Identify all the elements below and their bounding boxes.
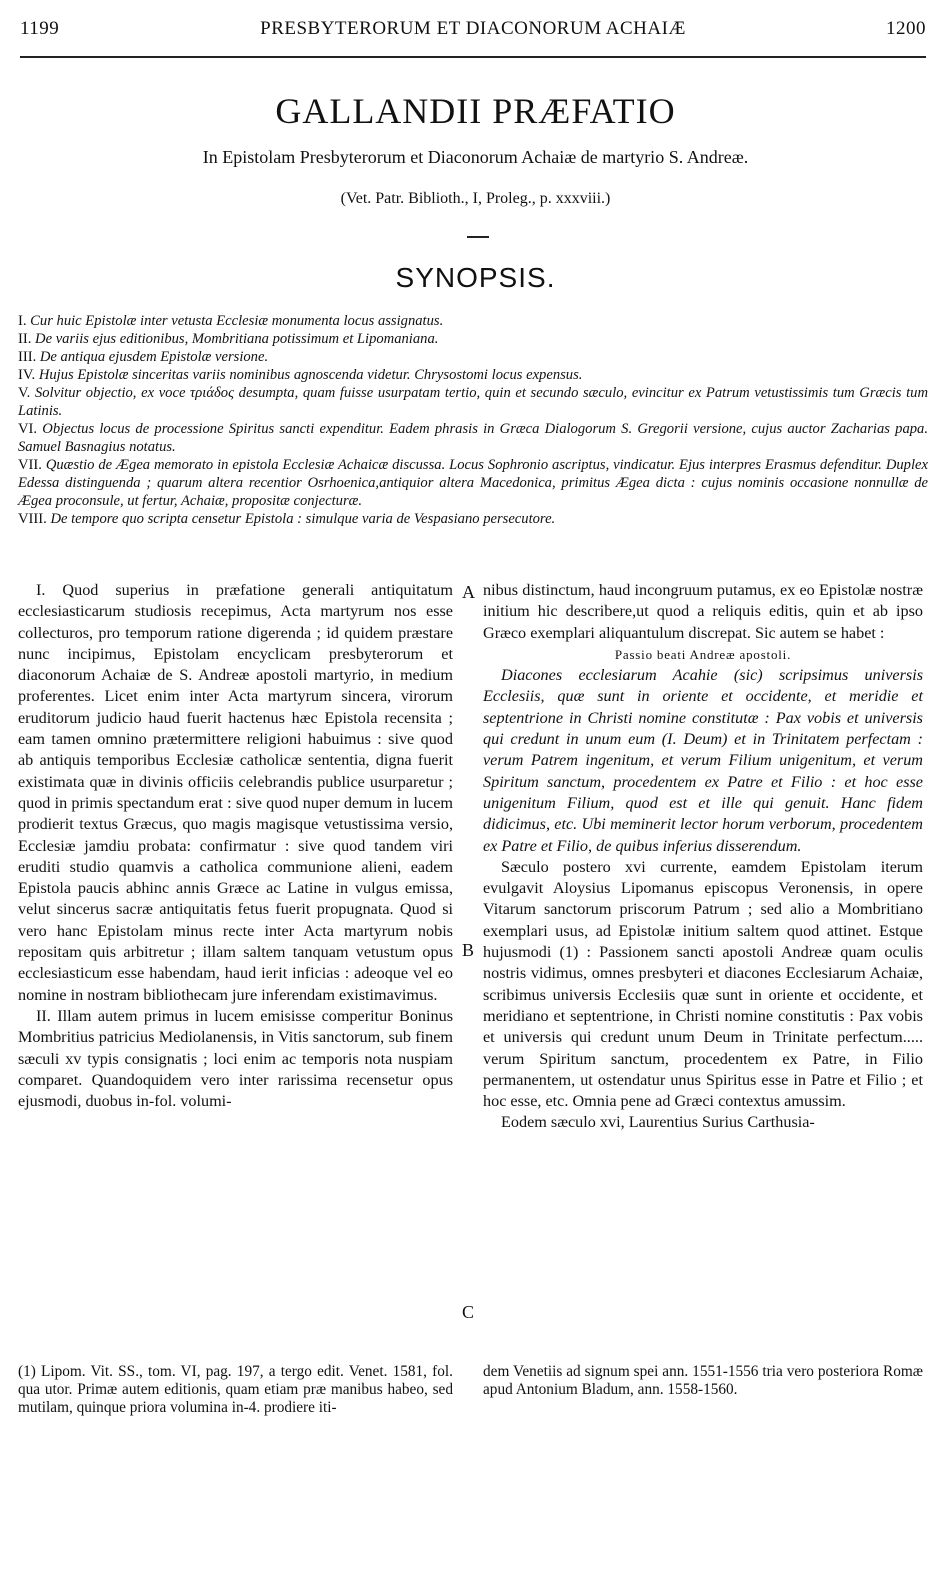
left-page-number: 1199: [20, 18, 60, 39]
source-reference: (Vet. Patr. Biblioth., I, Proleg., p. xxxviii.): [340, 190, 611, 207]
paragraph-2: II. Illam autem primus in lucem emisisse comperitur Boninus Mombritius patricius Mediolanensis, in Vitis sanctorum, sub finem sæculi xv typis consignatis ; loci enim ac temporis nota nuspiam comparet. Quandoquidem vero inter rarissima recensetur opus ejusmodi, duobus in-fol. volumi-: [18, 1006, 453, 1111]
left-column: [18, 580, 453, 1112]
right-page-number: 1200: [886, 18, 926, 39]
synopsis-item: II. De variis ejus editionibus, Mombritiana potissimum et Lipomaniana.: [18, 331, 439, 347]
separator-dash: [467, 236, 489, 238]
paragraph-4: Eodem sæculo xvi, Laurentius Surius Carthusia-: [501, 1113, 815, 1132]
page-subtitle: In Epistolam Presbyterorum et Diaconorum Achaiæ de martyrio S. Andreæ.: [202, 147, 749, 167]
synopsis-heading: SYNOPSIS.: [395, 262, 556, 293]
synopsis-item: IV. Hujus Epistolæ sinceritas variis nominibus agnoscenda videtur. Chrysostomi locus expensus.: [18, 367, 583, 383]
running-header: [20, 18, 926, 46]
right-column: [483, 580, 923, 1134]
margin-marker-b: B: [462, 940, 475, 960]
paragraph-3: Sæculo postero xvi currente, eamdem Epistolam iterum evulgavit Aloysius Lipomanus episcopus Veronensis, in opere Vitarum sanctorum priscorum Patrum ; sed alio a Mombritiano exemplari usus, ad Epistolæ initium saltem quod attinet. Estque hujusmodi (1) : Passionem sancti apostoli Andreæ quam oculis nostris vidimus, omnes presbyteri et diacones Ecclesiarum Achaiæ, scribimus universis Ecclesiis quæ sunt in oriente et occidente, et meridiano et septentrione, in Christi nomine constitutis : Pax vobis et universis qui credunt unum Deum in Trinitate perfectum..... verum Spiritum sanctum, procedentem ex Patre, in Filio permanentem, ut ostendatur unus Spiritus esse in Patre et Filio ; et hoc esse, etc. Omnia pene ad Græci contextus amussim.: [483, 857, 923, 1111]
footnote-right: dem Venetiis ad signum spei ann. 1551-1556 tria vero posteriora Romæ apud Antonium Bladum, ann. 1558-1560.: [483, 1363, 923, 1398]
margin-marker-c: C: [462, 1302, 475, 1322]
synopsis-item: III. De antiqua ejusdem Epistolæ versione.: [18, 349, 269, 365]
header-rule: [20, 56, 926, 58]
synopsis-item: VII. Quæstio de Ægea memorato in epistola Ecclesiæ Achaicæ discussa. Locus Sophronio ascriptus, vindicatur. Ejus interpres Erasmus defenditur. Duplex Edessa distinguenda ; quarum altera recentior Osrhoenica,antiquior altera Macedonica, primitus Ægea dicta : cujus nominis occasione nonnullæ de Ægea proconsule, ut fertur, Achaiæ, propositæ conjecturæ.: [18, 457, 928, 509]
footnote-left: (1) Lipom. Vit. SS., tom. VI, pag. 197, a tergo edit. Venet. 1581, fol. qua utor. Primæ autem editionis, quam etiam præ manibus habeo, sed mutilam, quinque priora volumina in-4. prodiere iti-: [18, 1363, 453, 1416]
section-heading: Passio beati Andreæ apostoli.: [614, 646, 792, 662]
margin-marker-a: A: [462, 582, 475, 602]
paragraph-continuation: nibus distinctum, haud incongruum putamus, ex eo Epistolæ nostræ initium hic describere,ut quod a reliquis editis, quin et ab ipso Græco exemplari aliquantulum discrepat. Sic autem se habet :: [483, 581, 923, 642]
synopsis-list: [18, 312, 928, 528]
paragraph-1: I. Quod superius in præfatione generali antiquitatum ecclesiasticarum studiosis recepimus, Acta martyrum nos esse collecturos, pro temporum ratione digerenda ; id quidem præstare nunc incipimus, Epistolam encyclicam presbyterorum et diaconorum Achaiæ de S. Andreæ apostoli martyrio, in medium proferentes. Licet enim inter Acta martyrum sincera, virorum eruditorum judicio haud fuerit hactenus hæc Epistola recensita ; eam tamen omnino prætermittere religioni habuimus : sive quod ab antiquis temporibus Ecclesiæ catholicæ sententia, digna fuerit existimata quæ in divinis officiis celebrandis publice usurparetur ; quod in primis spectandum erat : sive quod nuper demum in lucem prodierit textus Græcus, quo magis magisque vetustissima versio, Ecclesiæ jamdiu probata: confirmatur : sive quod tandem viri eruditi studio quamvis a catholica communione alieni, eadem Epistola paucis abhinc annis Græce ac Latine in vulgus emissa, velut sincerus sacræ antiquitatis fetus fuerit propugnata. Quod si vero hanc Epistolam minus recte inter Acta martyrum nobis repositam quis arbitretur ; illam saltem tanquam vetustum opus ecclesiasticum esse habendam, haud ierit inficias : adeoque vel eo nomine in nostram bibliothecam jure inferendam existimavimus.: [18, 581, 453, 1004]
page-title: GALLANDII PRÆFATIO: [275, 91, 676, 131]
synopsis-item: I. Cur huic Epistolæ inter vetusta Ecclesiæ monumenta locus assignatus.: [18, 313, 444, 329]
running-title: PRESBYTERORUM ET DIACONORUM ACHAIÆ: [260, 18, 686, 39]
synopsis-item: VIII. De tempore quo scripta censetur Epistola : simulque varia de Vespasiano persecutore.: [18, 511, 556, 527]
synopsis-item: V. Solvitur objectio, ex voce τριάδος desumpta, quam fuisse usurpatam tertio, quin et secundo sæculo, evincitur ex Patrum vetustissimis tum Græcis tum Latinis.: [18, 385, 928, 419]
synopsis-item: VI. Objectus locus de processione Spiritus sancti expenditur. Eadem phrasis in Græca Dialogorum S. Gregorii versione, cujus auctor Zacharias papa. Samuel Basnagius notatus.: [18, 421, 928, 455]
quoted-passage: Diacones ecclesiarum Acahie (sic) scripsimus universis Ecclesiis, quæ sunt in oriente et occidente, et meridie et septentrione in Christi nomine constitutæ : Pax vobis et universis qui credunt in unum eum (I. Deum) et in Trinitatem perfectam : verum Patrem ingenitum, et verum Filium unigenitum, et verum Spiritum sanctum, procedentem ex Patre et Filio : et hoc esse unigenitum Filium, quod est et ille qui genuit. Hanc fidem didicimus, etc. Ubi meminerit lector horum verborum, procedentem ex Patre et Filio, de quibus inferius disserendum.: [483, 666, 923, 855]
